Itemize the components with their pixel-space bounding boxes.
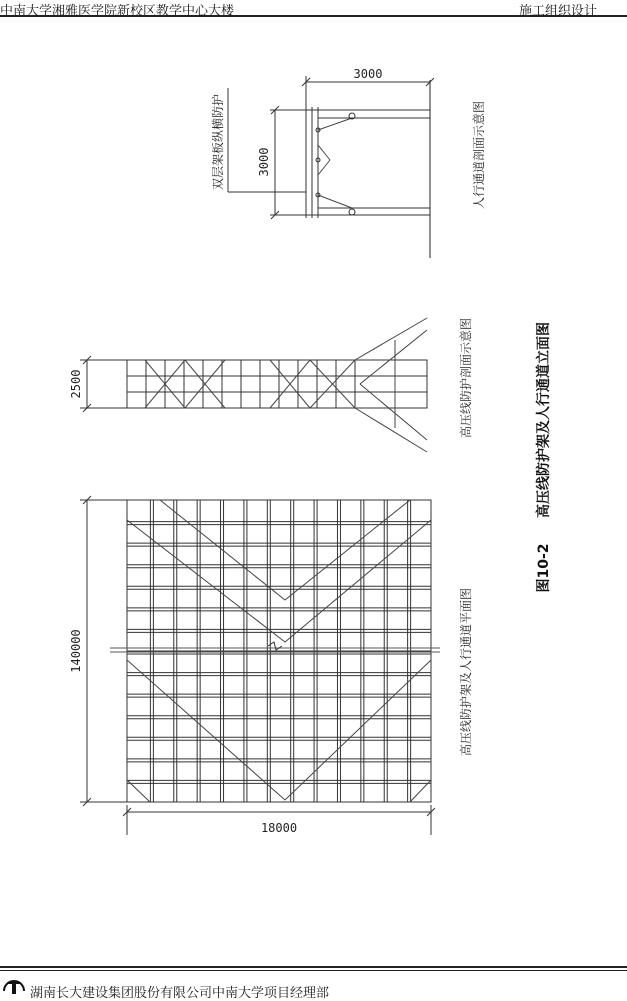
plan-view-label: 高压线防护架及人行通道平面图: [459, 587, 473, 757]
header-project-title: 中南大学湘雅医学院新校区教学中心大楼: [0, 4, 235, 19]
elevation-dim: [80, 356, 127, 412]
figure-caption-title: 高压线防护架及人行通道立面图: [536, 322, 552, 518]
section-view-label: 人行通道剖面示意图: [472, 100, 486, 210]
figure-caption-number: 图10-2: [536, 543, 552, 593]
plan-length-dimension: 140000: [69, 629, 83, 673]
plan-brace-lower: [127, 660, 431, 800]
elevation-outline: [127, 360, 427, 408]
elevation-grid-lines: [127, 360, 427, 408]
elevation-dimension: 2500: [69, 369, 83, 399]
plan-brace-upper: [127, 520, 431, 642]
plan-dim-length: [80, 496, 127, 806]
elevation-view-label: 高压线防护剖面示意图: [459, 317, 473, 439]
plan-view-grid: [110, 500, 440, 802]
elevation-view: [127, 318, 427, 452]
header-document-type: 施工组织设计: [518, 4, 597, 19]
footer-rule: [0, 966, 627, 968]
section-width-dimension: 3000: [353, 67, 383, 81]
elevation-tower: [355, 318, 427, 452]
plan-grid-lines: [127, 500, 431, 802]
elevation-braces: [145, 360, 355, 408]
plan-width-dimension: 18000: [260, 821, 298, 835]
section-height-dimension: 3000: [257, 147, 271, 177]
footer-rule-thin: [0, 970, 627, 971]
section-dim-height: [270, 106, 306, 219]
section-note: 双层架板纵横防护: [211, 93, 225, 191]
footer-company-name: 湖南长大建设集团股份有限公司中南大学项目经理部: [30, 986, 330, 1001]
company-logo-icon: [2, 977, 26, 995]
